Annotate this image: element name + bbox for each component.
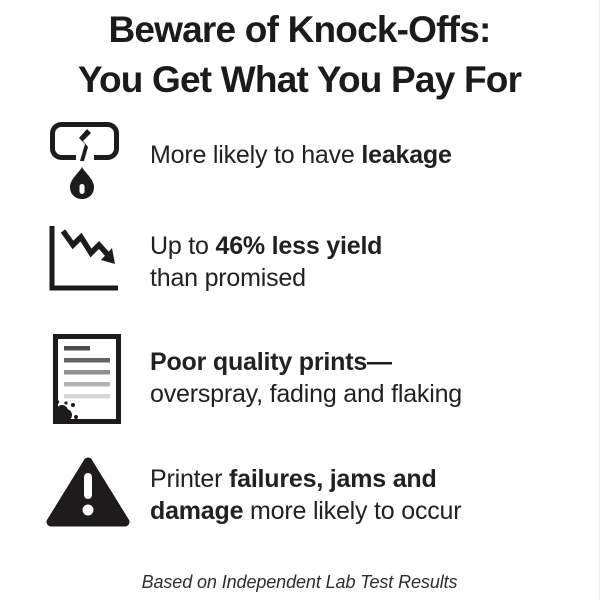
text-line: damage more likely to occur [150,497,462,525]
page-title-line1: Beware of Knock-Offs: [108,9,491,50]
risk-text-yield [150,230,382,294]
risk-text-print-quality [150,346,462,410]
declining-yield-chart-icon [46,224,126,301]
poor-print-document-icon [53,334,121,429]
page-title-line2: You Get What You Pay For [77,59,522,100]
risk-text-leakage [150,139,452,171]
text-line: than promised [150,264,306,292]
page-title [0,5,599,105]
warning-triangle-icon [44,453,132,536]
text-line: Up to 46% less yield [150,232,383,260]
text-line: overspray, fading and flaking [150,380,462,408]
text-line: Printer failures, jams and [150,465,437,493]
leaking-cartridge-icon [50,122,120,207]
text-line: More likely to have leakage [150,141,452,169]
risk-text-failures [150,463,461,527]
footnote: Based on Independent Lab Test Results [141,572,458,592]
text-line: Poor quality prints— [150,348,392,376]
